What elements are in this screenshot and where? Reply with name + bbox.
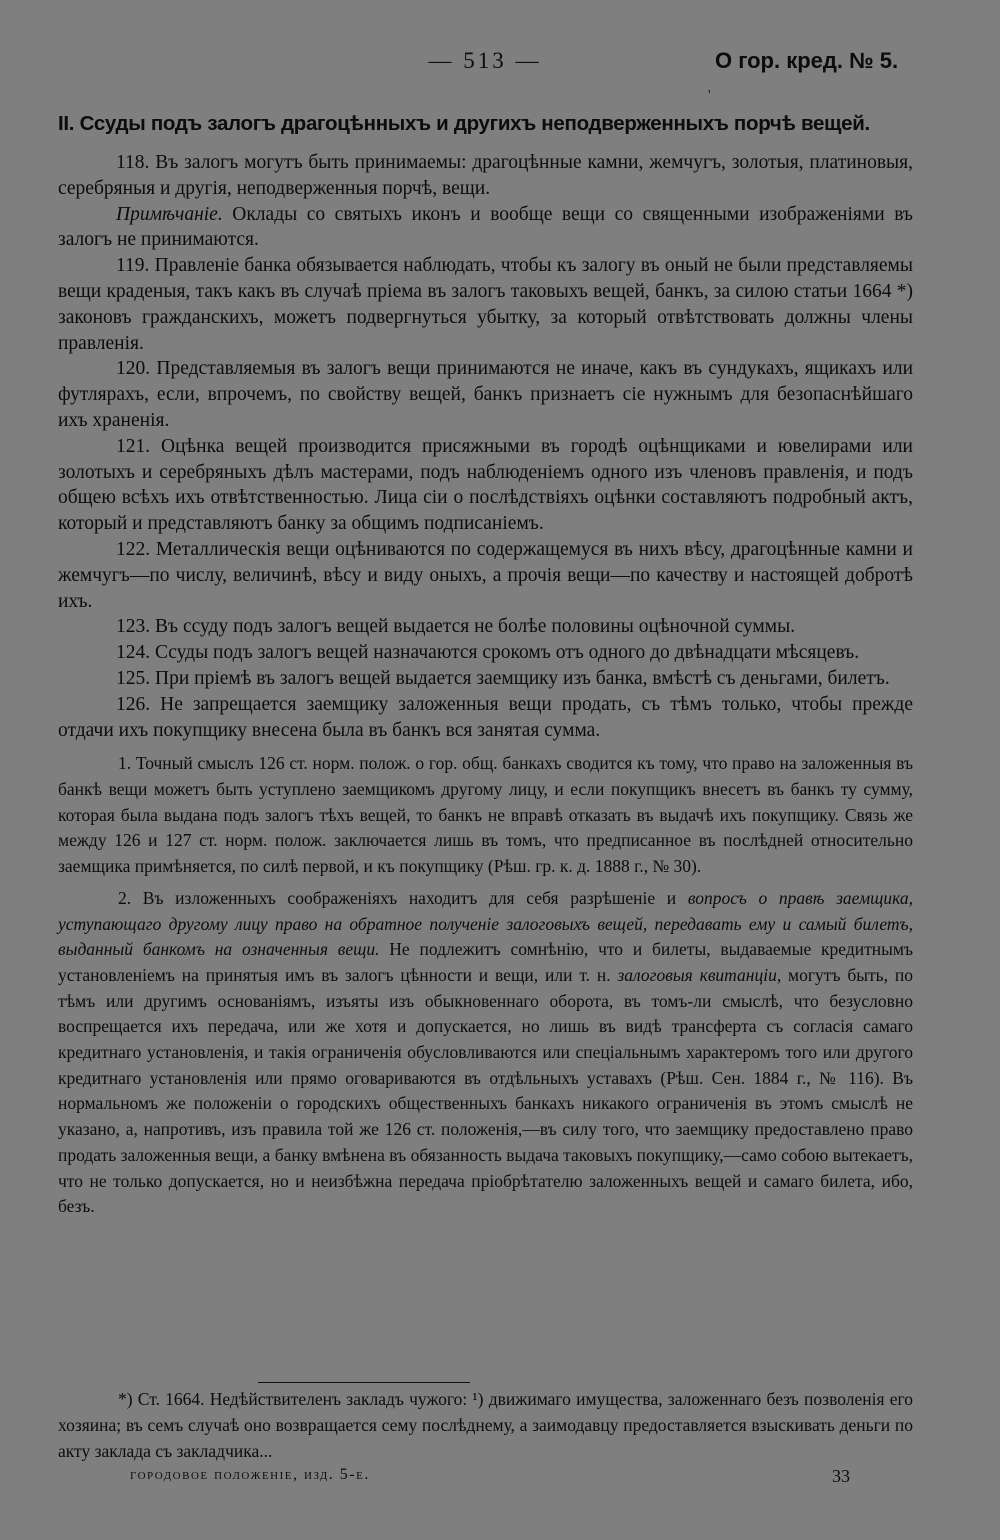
article-126: 126. Не запрещается заемщику заложенныя вещи продать, съ тѣмъ только, чтобы прежде отдачи ихъ покупщику внесена была въ банкъ вся занятая сумма. [58, 693, 913, 741]
commentary-2-italic-question: вопросъ о правѣ заемщика, уступающаго другому лицу право на обратное полученіе залоговыхъ вещей, передавать ему и самый билетъ, выданный банкомъ на означенныя вещи. [58, 887, 913, 960]
page-number: — 513 — [428, 48, 542, 73]
article-119: 119. Правленіе банка обязывается наблюдать, чтобы къ залогу въ оный не были представляемы вещи краденыя, такъ какъ въ случаѣ пріема въ залогъ таковыхъ вещей, банкъ, за силою статьи 1664 *) законовъ гражданскихъ, можетъ подвергнуться убытку, за который отвѣтствовать должны члены правленія. [58, 255, 913, 354]
note-text: Оклады со святыхъ иконъ и вообще вещи со священными изображеніями въ залогъ не принимаются. [58, 203, 913, 251]
commentary-2 [58, 886, 913, 1220]
commentary-1: 1. Точный смыслъ 126 ст. норм. полож. о гор. общ. банкахъ сводится къ тому, что право на заложенныя въ банкѣ вещи можетъ быть уступлено заемщикомъ другому лицу, и если покупщикъ внесетъ въ банкъ ту сумму, которая была выдана подъ залогъ тѣхъ вещей, то банкъ не вправѣ отказать въ выдачѣ ихъ покупщику. Связь же между 126 и 127 ст. норм. полож. заключается лишь въ томъ, что предписанное въ послѣдней относительно заемщика примѣняется, по силѣ первой, и къ покупщику (Рѣш. гр. к. д. 1888 г., № 30). [58, 753, 913, 877]
commentary-2-italic-term: залоговыя квитанціи, [617, 964, 782, 985]
article-125: 125. При пріемѣ въ залогъ вещей выдается заемщику изъ банка, вмѣстѣ съ деньгами, билетъ. [116, 667, 890, 689]
article-120: 120. Представляемыя въ залогъ вещи принимаются не иначе, какъ въ сундукахъ, ящикахъ или футлярахъ, если, впрочемъ, по свойству вещей, банкъ признаетъ сіе нужнымъ для безопаснѣйшаго ихъ храненія. [58, 358, 913, 431]
commentary-2-mid: Не подлежитъ сомнѣнію, что и билеты, выдаваемые кредитнымъ установленіемъ на принятыя имъ въ залогъ цѣнности и вещи, или т. н. [58, 939, 914, 985]
article-123: 123. Въ ссуду подъ залогъ вещей выдается не болѣе половины оцѣночной суммы. [116, 616, 796, 638]
section-title: II. Ссуды подъ залогъ драгоцѣнныхъ и другихъ неподверженныхъ порчѣ вещей. [58, 112, 870, 135]
commentary-2-lead: 2. Въ изложенныхъ соображеніяхъ находитъ для себя разрѣшеніе и [118, 887, 688, 908]
article-118: 118. Въ залогъ могутъ быть принимаемы: драгоцѣнные камни, жемчугъ, золотыя, платиновыя, серебряныя и другія, неподверженныя порчѣ, вещи. [58, 152, 913, 199]
footer-signature-number: 33 [832, 1466, 850, 1486]
running-title: О гор. кред. № 5. [715, 48, 899, 73]
article-122: 122. Металлическія вещи оцѣниваются по содержащемуся въ нихъ вѣсу, драгоцѣнные камни и жемчугъ—по числу, величинѣ, вѣсу и виду оныхъ, а прочія вещи—по качеству и настоящей добротѣ ихъ. [58, 538, 913, 612]
footnote: *) Ст. 1664. Недѣйствителенъ закладъ чужого: ¹) движимаго имущества, заложеннаго безъ позволенія его хозяина; въ семъ случаѣ оно возвращается сему послѣднему, а заимодавцу предоставляется взыскивать деньги по акту заклада съ закладчика... [58, 1389, 913, 1461]
footer-imprint: городовое положеніе, изд. 5-е. [130, 1466, 370, 1483]
article-note [58, 202, 913, 254]
commentary-2-tail: могутъ быть, по тѣмъ или другимъ основаніямъ, изъяты изъ обыкновеннаго оборота, въ томъ-ли смыслѣ, что безусловно воспрещается ихъ передача, или же хотя и допускается, но лишь въ видѣ трансферта съ согласія самаго кредитнаго установленія, и такія ограниченія обусловливаются или спеціальнымъ характеромъ того или другого кредитнаго установленія или прямо оговариваются въ отдѣльныхъ уставахъ (Рѣш. Сен. 1884 г., № 116). Въ нормальномъ же положеніи о городскихъ общественныхъ банкахъ никакого ограниченія въ этомъ смыслѣ не указано, а, напротивъ, изъ правила той же 126 ст. положенія,—въ силу того, что заемщику предоставлено право продать заложенныя вещи, а банку вмѣнена въ обязанность выдача таковыхъ покупщику,—само собою вытекаетъ, что не только допускается, но и неизбѣжна передача пріобрѣтателю заложенныхъ вещей и самаго билета, ибо, безъ. [58, 964, 913, 1217]
article-124: 124. Ссуды подъ залогъ вещей назначаются срокомъ отъ одного до двѣнадцати мѣсяцевъ. [116, 642, 860, 664]
note-label: Примѣчаніе. [116, 203, 223, 225]
page-body [58, 150, 913, 1220]
footnote-rule [258, 1382, 470, 1383]
article-121: 121. Оцѣнка вещей производится присяжными въ городѣ оцѣнщиками и ювелирами или золотыхъ и серебряныхъ дѣлъ мастерами, подъ наблюденіемъ одного изъ членовъ правленія, и подъ общею всѣхъ ихъ отвѣтственностью. Лица сіи о послѣдствіяхъ оцѣнки составляютъ подробный актъ, который и представляютъ банку за общимъ подписаніемъ. [58, 435, 913, 535]
stray-mark: ' [708, 88, 711, 103]
